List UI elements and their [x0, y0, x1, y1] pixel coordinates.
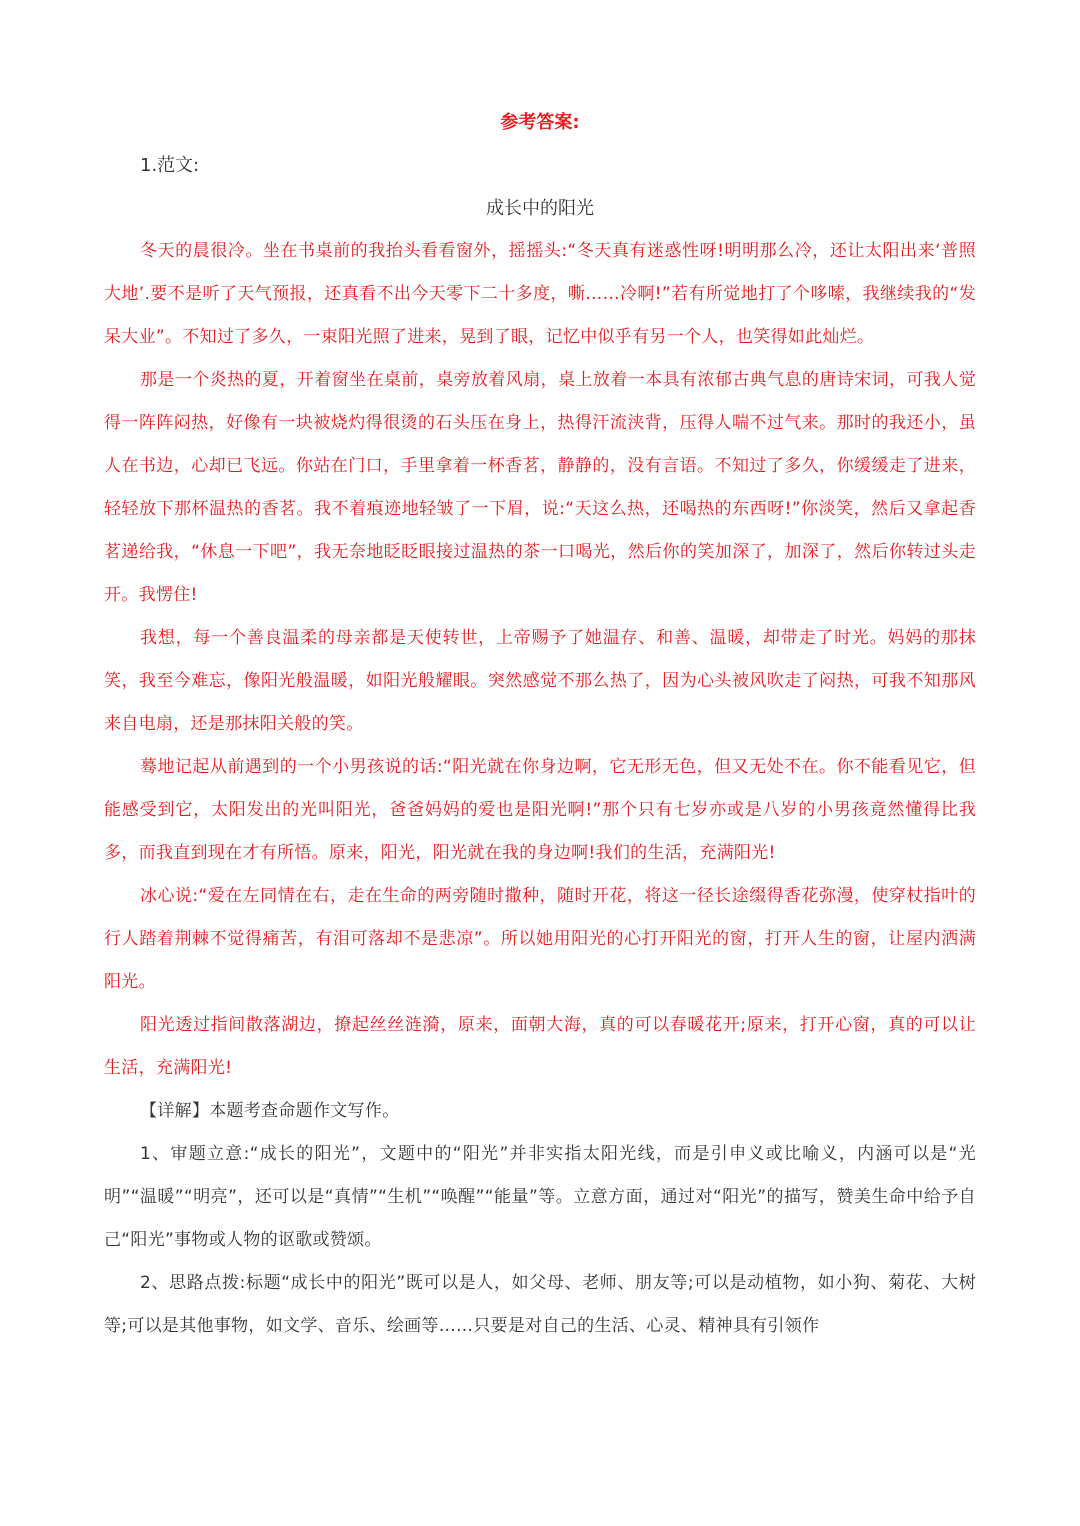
- essay-title: 成长中的阳光: [486, 198, 594, 219]
- essay-body: [104, 230, 976, 1090]
- essay-paragraph: 我想，每一个善良温柔的母亲都是天使转世，上帝赐予了她温存、和善、温暖，却带走了时光。妈妈的那抹笑，我至今难忘，像阳光般温暖，如阳光般耀眼。突然感觉不那么热了，因为心头被风吹走了闷热，可我不知那风来自电扇，还是那抹阳关般的笑。: [104, 628, 976, 734]
- item-number-heading: 1.范文:: [140, 155, 200, 176]
- answer-page: [104, 108, 976, 1348]
- essay-paragraph: 阳光透过指间散落湖边，撩起丝丝涟漪，原来，面朝大海，真的可以春暖花开;原来，打开心窗，真的可以让生活，充满阳光!: [104, 1015, 976, 1078]
- analysis-section: [104, 1090, 976, 1348]
- answer-heading: 参考答案:: [500, 112, 580, 133]
- essay-paragraph: 蓦地记起从前遇到的一个小男孩说的话:“阳光就在你身边啊，它无形无色，但又无处不在。你不能看见它，但能感受到它，太阳发出的光叫阳光，爸爸妈妈的爱也是阳光啊!”那个只有七岁亦或是八岁的小男孩竟然懂得比我多，而我直到现在才有所悟。原来，阳光，阳光就在我的身边啊!我们的生活，充满阳光!: [104, 757, 976, 863]
- essay-paragraph: 冰心说:“爱在左同情在右，走在生命的两旁随时撒种，随时开花，将这一径长途缀得香花弥漫，使穿杖指叶的行人踏着荆棘不觉得痛苦，有泪可落却不是悲凉”。所以她用阳光的心打开阳光的窗，打开人生的窗，让屋内洒满阳光。: [104, 886, 976, 992]
- analysis-paragraph: 2、思路点拨:标题“成长中的阳光”既可以是人，如父母、老师、朋友等;可以是动植物，如小狗、菊花、大树等;可以是其他事物，如文学、音乐、绘画等……只要是对自己的生活、心灵、精神具有引领作: [104, 1273, 976, 1336]
- analysis-paragraph: 1、审题立意:“成长的阳光”，文题中的“阳光”并非实指太阳光线，而是引申义或比喻义，内涵可以是“光明”“温暖”“明亮”，还可以是“真情”“生机”“唤醒”“能量”等。立意方面，通过对“阳光”的描写，赞美生命中给予自己“阳光”事物或人物的讴歌或赞颂。: [104, 1144, 976, 1250]
- essay-paragraph: 冬天的晨很冷。坐在书桌前的我抬头看看窗外，摇摇头:“冬天真有迷惑性呀!明明那么冷，还让太阳出来‘普照大地’.要不是听了天气预报，还真看不出今天零下二十多度，嘶……冷啊!”若有所觉地打了个哆嗦，我继续我的“发呆大业”。不知过了多久，一束阳光照了进来，晃到了眼，记忆中似乎有另一个人，也笑得如此灿烂。: [104, 241, 976, 347]
- essay-paragraph: 那是一个炎热的夏，开着窗坐在桌前，桌旁放着风扇，桌上放着一本具有浓郁古典气息的唐诗宋词，可我人觉得一阵阵闷热，好像有一块被烧灼得很烫的石头压在身上，热得汗流浃背，压得人喘不过气来。那时的我还小，虽人在书边，心却已飞远。你站在门口，手里拿着一杯香茗，静静的，没有言语。不知过了多久，你缓缓走了进来，轻轻放下那杯温热的香茗。我不着痕迹地轻皱了一下眉，说:“天这么热，还喝热的东西呀!”你淡笑，然后又拿起香茗递给我，“休息一下吧”，我无奈地眨眨眼接过温热的茶一口喝光，然后你的笑加深了，加深了，然后你转过头走开。我愣住!: [104, 370, 976, 605]
- analysis-paragraph: 【详解】本题考查命题作文写作。: [140, 1101, 400, 1121]
